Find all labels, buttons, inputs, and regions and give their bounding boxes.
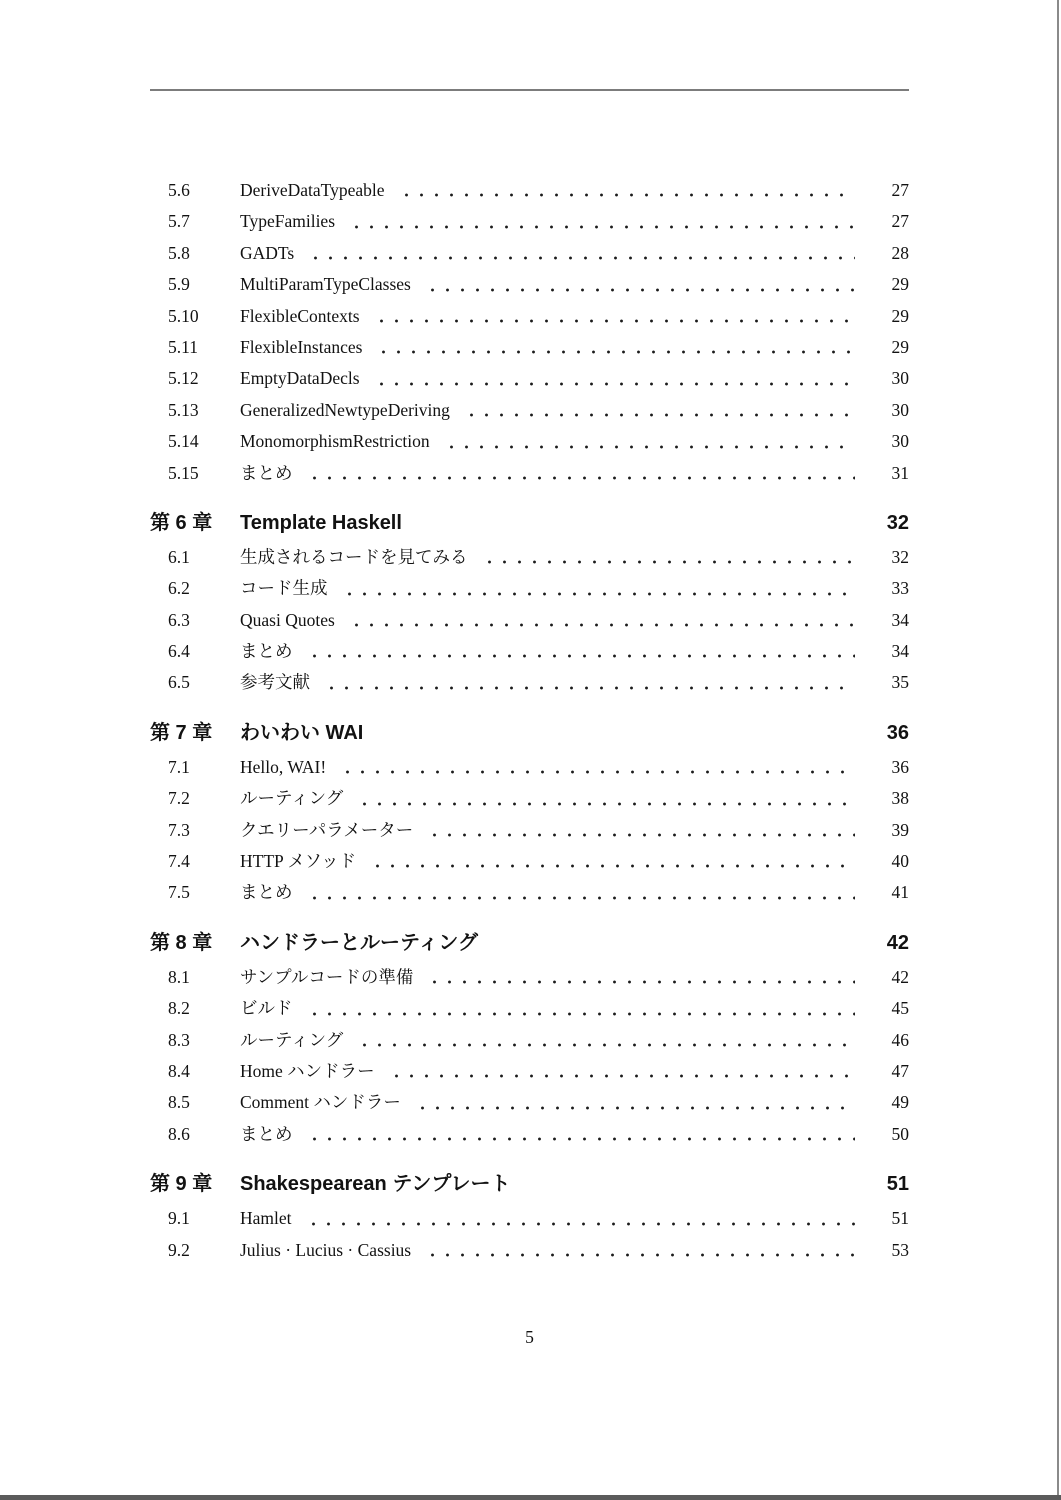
dot-leader	[305, 877, 856, 908]
toc-entry[interactable]	[150, 269, 909, 300]
page-number: 49	[891, 1092, 909, 1113]
toc-entry[interactable]	[150, 1235, 909, 1266]
dot-leader	[340, 573, 856, 604]
section-title: DeriveDataTypeable	[240, 180, 385, 200]
toc-entry[interactable]	[150, 1025, 909, 1056]
section-title: Quasi Quotes	[240, 609, 335, 630]
page-number: 36	[891, 756, 909, 777]
dot-leader	[306, 238, 855, 269]
dot-leader	[425, 962, 855, 993]
toc-entry[interactable]	[150, 1119, 909, 1150]
page-number: 32	[891, 546, 909, 567]
page-number: 51	[891, 1208, 909, 1229]
section-number: 6.2	[168, 578, 190, 599]
section-title: MultiParamTypeClasses	[240, 274, 411, 295]
chapter-label: 第 8 章	[150, 931, 213, 954]
toc-entry[interactable]	[150, 1087, 909, 1118]
toc-entry[interactable]	[150, 363, 909, 394]
page-number: 30	[891, 399, 909, 420]
toc-chapter-entry[interactable]	[150, 1167, 909, 1201]
dot-leader	[442, 426, 855, 457]
toc-entry[interactable]	[150, 667, 909, 698]
section-number: 7.5	[168, 882, 190, 903]
chapter-page-number: 42	[886, 931, 909, 954]
section-number: 5.11	[168, 336, 198, 357]
section-number: 6.4	[168, 641, 190, 662]
toc-entry[interactable]	[150, 815, 909, 846]
section-number: 7.2	[168, 788, 190, 809]
toc-entry[interactable]	[150, 175, 909, 206]
section-title: 生成されるコードを見てみる	[240, 546, 468, 567]
page-number: 53	[891, 1239, 909, 1260]
toc-entry[interactable]	[150, 332, 909, 363]
section-number: 5.10	[168, 305, 199, 326]
dot-leader	[413, 1087, 855, 1118]
toc-entry[interactable]	[150, 962, 909, 993]
toc-entry[interactable]	[150, 301, 909, 332]
page-number: 30	[891, 368, 909, 389]
page-number: 27	[891, 211, 909, 232]
page-number: 29	[891, 305, 909, 326]
footer-page-number: 5	[525, 1327, 534, 1347]
section-number: 9.1	[168, 1208, 190, 1229]
section-number: 8.2	[168, 998, 190, 1019]
toc-entry[interactable]	[150, 206, 909, 237]
toc-entry[interactable]	[150, 395, 909, 426]
dot-leader	[368, 846, 855, 877]
section-title: HTTP メソッド	[240, 851, 357, 872]
toc-entry[interactable]	[150, 1203, 909, 1234]
dot-leader	[425, 815, 855, 846]
toc-entry[interactable]	[150, 783, 909, 814]
dot-leader	[305, 636, 856, 667]
toc-entry[interactable]	[150, 877, 909, 908]
section-number: 8.4	[168, 1060, 190, 1081]
toc-chapter-entry[interactable]	[150, 506, 909, 540]
dot-leader	[347, 605, 855, 636]
toc	[150, 175, 909, 1266]
section-number: 5.6	[168, 180, 190, 200]
section-title: EmptyDataDecls	[240, 368, 360, 389]
section-number: 7.4	[168, 851, 190, 872]
section-title: Comment ハンドラー	[240, 1092, 401, 1113]
chapter-page-number: 36	[886, 721, 909, 744]
page-number: 46	[891, 1029, 909, 1050]
section-title: まとめ	[240, 882, 293, 903]
section-title: Julius · Lucius · Cassius	[240, 1239, 412, 1260]
section-number: 5.7	[168, 211, 190, 232]
page-number: 28	[891, 242, 909, 263]
section-title: クエリーパラメーター	[240, 819, 414, 840]
section-title: FlexibleInstances	[240, 336, 363, 357]
section-number: 6.3	[168, 609, 190, 630]
toc-entry[interactable]	[150, 573, 909, 604]
page-number: 31	[891, 462, 909, 483]
section-number: 5.9	[168, 274, 190, 295]
dot-leader	[423, 1235, 855, 1266]
dot-leader	[374, 332, 855, 363]
section-title: ルーティング	[240, 1029, 344, 1050]
toc-entry[interactable]	[150, 238, 909, 269]
page-number: 34	[891, 641, 909, 662]
chapter-label: 第 9 章	[150, 1173, 213, 1196]
page-edge-bottom	[0, 1495, 1061, 1500]
dot-leader	[304, 1203, 855, 1234]
section-title: サンプルコードの準備	[240, 966, 414, 987]
section-number: 5.14	[168, 431, 199, 452]
page-number: 29	[891, 274, 909, 295]
section-number: 5.8	[168, 242, 190, 263]
chapter-title: わいわい WAI	[240, 721, 364, 744]
dot-leader	[355, 783, 855, 814]
toc-entry[interactable]	[150, 1056, 909, 1087]
section-number: 9.2	[168, 1239, 190, 1260]
toc-entry[interactable]	[150, 636, 909, 667]
page-number: 45	[891, 998, 909, 1019]
dot-leader	[322, 667, 855, 698]
chapter-page-number: 51	[886, 1173, 909, 1196]
page-number: 35	[891, 672, 909, 693]
section-title: まとめ	[240, 1123, 293, 1144]
section-title: FlexibleContexts	[240, 305, 360, 326]
chapter-page-number: 32	[886, 511, 909, 534]
section-title: GADTs	[240, 242, 295, 263]
page-number: 30	[891, 431, 909, 452]
page-number: 33	[891, 578, 909, 599]
section-number: 7.1	[168, 756, 190, 777]
section-title: コード生成	[240, 578, 328, 599]
toc-entry[interactable]	[150, 846, 909, 877]
page-number: 42	[891, 966, 909, 987]
header-rule	[150, 89, 909, 91]
dot-leader	[305, 458, 856, 489]
chapter-title: Shakespearean テンプレート	[240, 1173, 511, 1196]
chapter-label: 第 7 章	[150, 721, 213, 744]
section-title: TypeFamilies	[240, 211, 336, 232]
dot-leader	[305, 1119, 856, 1150]
page-edge-right	[1057, 0, 1059, 1500]
section-number: 5.12	[168, 368, 199, 389]
dot-leader	[372, 301, 855, 332]
section-number: 6.5	[168, 672, 190, 693]
section-number: 7.3	[168, 819, 190, 840]
section-title: Home ハンドラー	[240, 1060, 375, 1081]
section-title: MonomorphismRestriction	[240, 431, 430, 452]
section-title: ルーティング	[240, 788, 344, 809]
page-number: 39	[891, 819, 909, 840]
page-number: 47	[891, 1060, 909, 1081]
chapter-title: Template Haskell	[240, 511, 402, 534]
dot-leader	[355, 1025, 855, 1056]
section-number: 6.1	[168, 546, 190, 567]
dot-leader	[372, 363, 855, 394]
toc-entry[interactable]	[150, 542, 909, 573]
section-title: GeneralizedNewtypeDeriving	[240, 399, 450, 420]
chapter-title: ハンドラーとルーティング	[240, 931, 478, 954]
section-title: 参考文献	[240, 672, 310, 693]
dot-leader	[423, 269, 855, 300]
dot-leader	[347, 206, 855, 237]
section-number: 8.5	[168, 1092, 190, 1113]
toc-entry[interactable]	[150, 605, 909, 636]
section-number: 8.1	[168, 966, 190, 987]
toc-entry[interactable]	[150, 426, 909, 457]
page-number: 29	[891, 336, 909, 357]
toc-chapter-entry[interactable]	[150, 926, 909, 960]
page-number: 27	[891, 180, 909, 200]
section-number: 8.3	[168, 1029, 190, 1050]
dot-leader	[387, 1056, 855, 1087]
page-number: 41	[891, 882, 909, 903]
page-number: 38	[891, 788, 909, 809]
toc-entry[interactable]	[150, 752, 909, 783]
dot-leader	[480, 542, 856, 573]
page-number: 40	[891, 851, 909, 872]
chapter-label: 第 6 章	[150, 511, 213, 534]
section-number: 5.13	[168, 399, 199, 420]
section-title: ビルド	[240, 998, 293, 1019]
section-number: 5.15	[168, 462, 199, 483]
dot-leader	[397, 175, 855, 206]
page-number: 34	[891, 609, 909, 630]
section-title: Hamlet	[240, 1208, 292, 1229]
section-title: まとめ	[240, 641, 293, 662]
toc-entry[interactable]	[150, 458, 909, 489]
dot-leader	[338, 752, 855, 783]
section-number: 8.6	[168, 1123, 190, 1144]
toc-entry[interactable]	[150, 993, 909, 1024]
section-title: まとめ	[240, 462, 293, 483]
dot-leader	[462, 395, 855, 426]
page-number: 50	[891, 1123, 909, 1144]
dot-leader	[305, 993, 856, 1024]
section-title: Hello, WAI!	[240, 756, 327, 777]
toc-chapter-entry[interactable]	[150, 716, 909, 750]
